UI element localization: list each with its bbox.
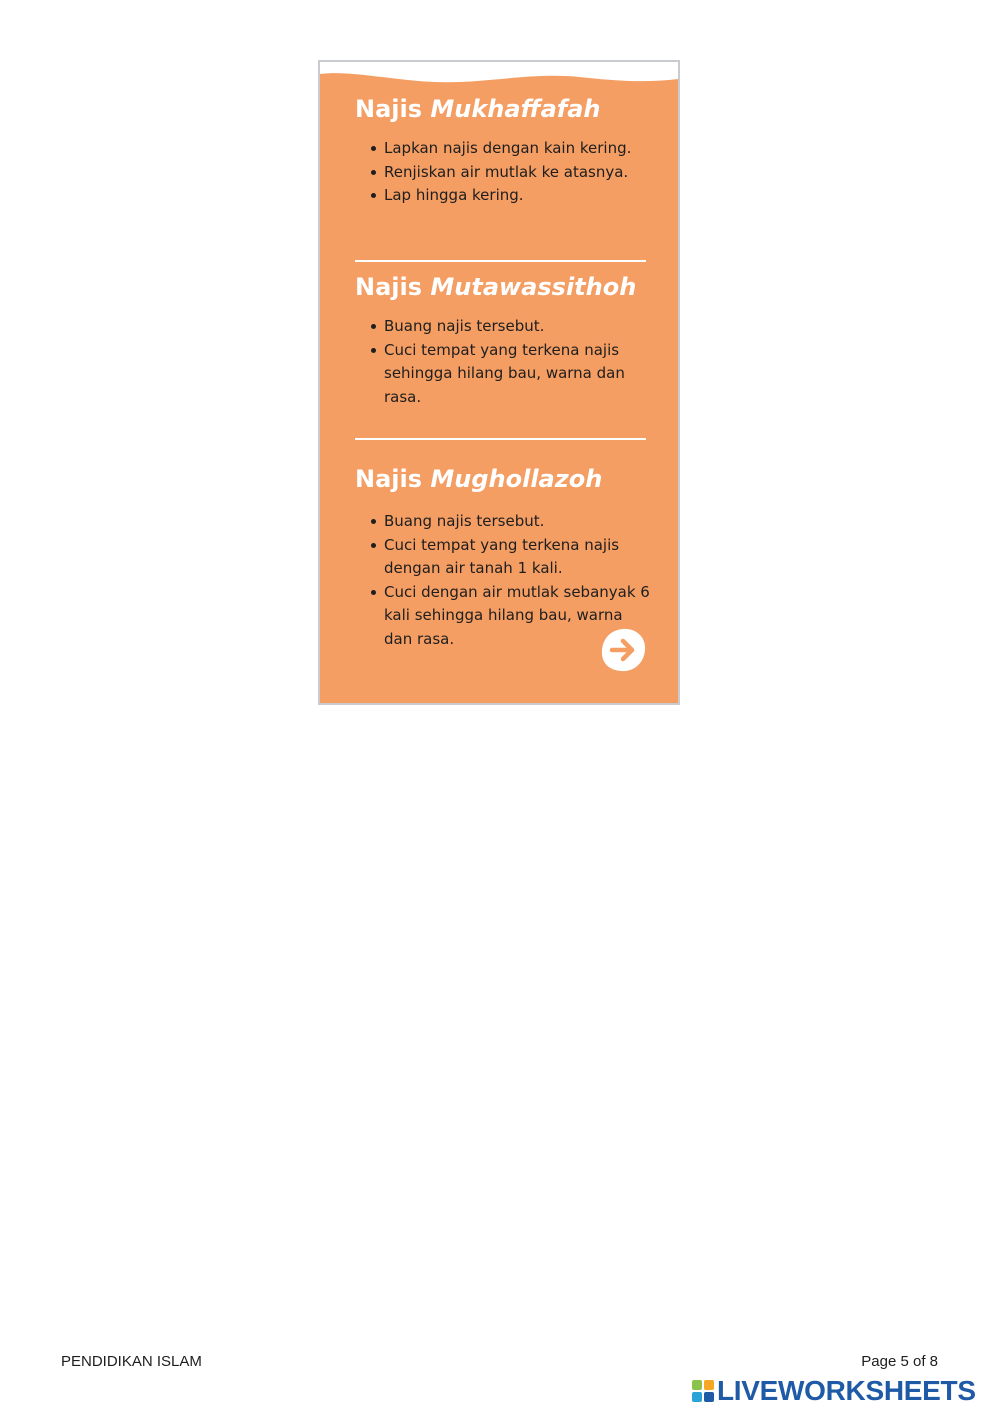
section-title: Najis Mutawassithoh xyxy=(355,273,637,301)
steps-list xyxy=(355,315,650,409)
list-item: Cuci tempat yang terkena najis dengan air tanah 1 kali. xyxy=(384,534,650,581)
next-button[interactable] xyxy=(599,627,647,673)
section-divider xyxy=(355,438,646,440)
section-mughollazoh xyxy=(355,463,650,651)
section-title: Najis Mughollazoh xyxy=(355,465,603,493)
section-mutawassithoh xyxy=(355,271,650,409)
arrow-right-icon xyxy=(599,627,647,673)
footer-subject: PENDIDIKAN ISLAM xyxy=(61,1353,202,1370)
section-divider xyxy=(355,260,646,262)
list-item: Cuci dengan air mutlak sebanyak 6 kali sehingga hilang bau, warna dan rasa. xyxy=(384,581,650,652)
footer-page-number: Page 5 of 8 xyxy=(861,1353,938,1370)
section-title: Najis Mukhaffafah xyxy=(355,95,601,123)
liveworksheets-logo-icon xyxy=(692,1380,714,1402)
list-item: Lapkan najis dengan kain kering. xyxy=(384,137,650,161)
list-item: Buang najis tersebut. xyxy=(384,510,650,534)
liveworksheets-brand[interactable] xyxy=(692,1376,976,1406)
info-card xyxy=(318,60,680,705)
list-item: Renjiskan air mutlak ke atasnya. xyxy=(384,161,650,185)
steps-list xyxy=(355,137,650,208)
section-mukhaffafah xyxy=(355,93,650,208)
list-item: Cuci tempat yang terkena najis sehingga hilang bau, warna dan rasa. xyxy=(384,339,650,410)
list-item: Lap hingga kering. xyxy=(384,184,650,208)
wave-decoration xyxy=(320,62,678,92)
list-item: Buang najis tersebut. xyxy=(384,315,650,339)
brand-name: LIVEWORKSHEETS xyxy=(717,1375,976,1406)
